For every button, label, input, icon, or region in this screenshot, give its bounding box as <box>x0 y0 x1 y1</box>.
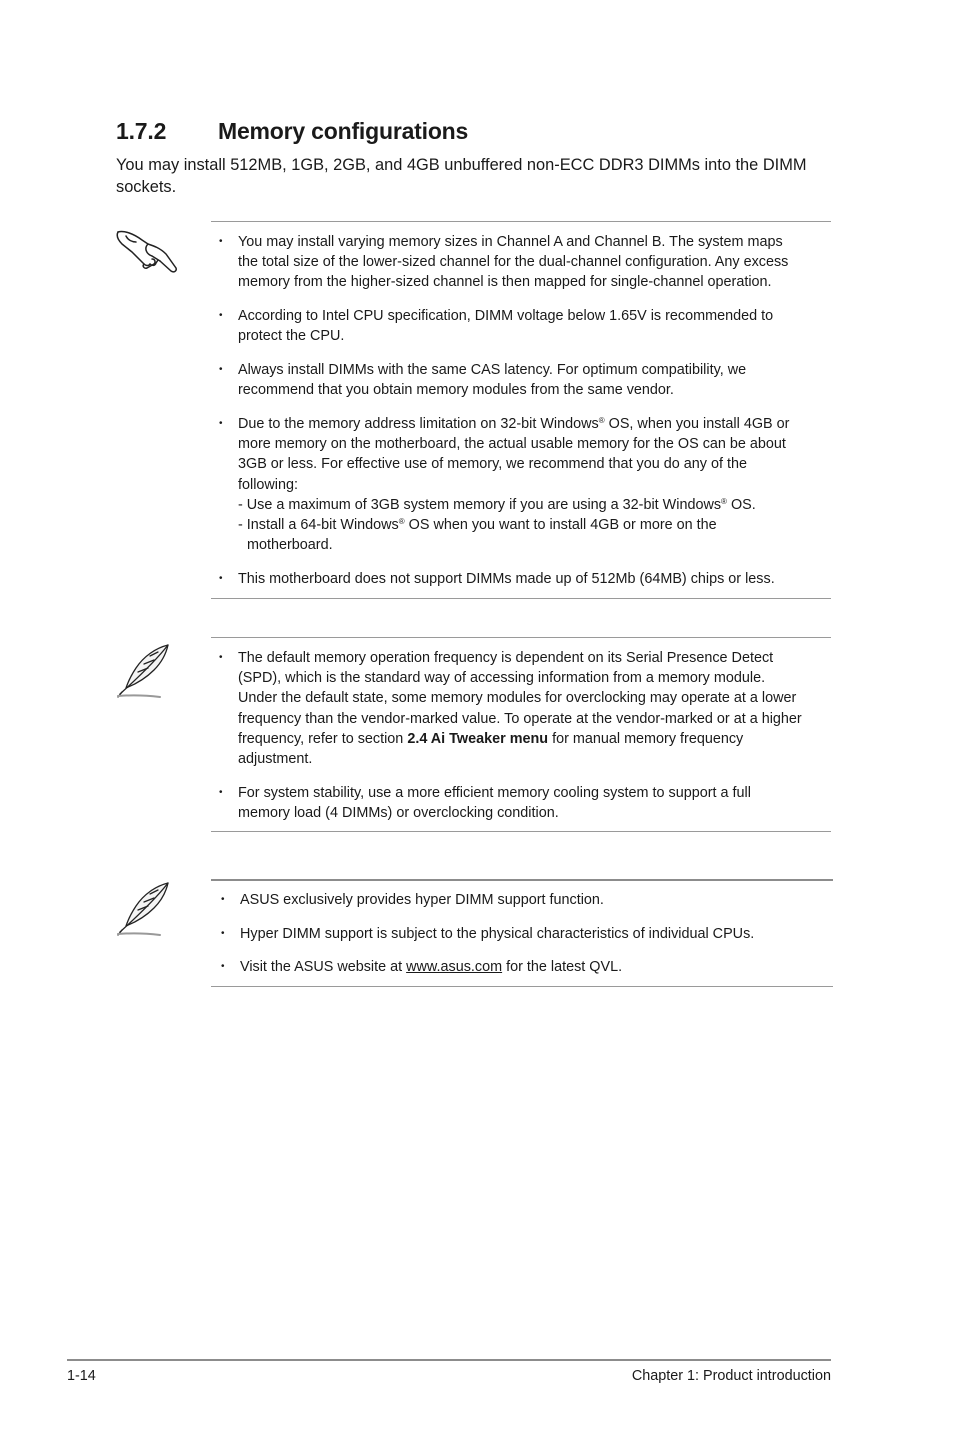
list-item: • You may install varying memory sizes in Channel A and Channel B. The system maps the total size of the lower-sized channel for the dual-channel configuration. Any excess memory from the higher-sized channel is then mapped for single-channel operation. <box>211 232 803 293</box>
menu-reference: 2.4 Ai Tweaker menu <box>407 730 549 747</box>
windows-sub-item-2-cont: motherboard. <box>247 537 333 554</box>
list-item: • Hyper DIMM support is subject to the physical characteristics of individual CPUs. <box>213 924 805 944</box>
section-title: Memory configurations <box>218 118 469 144</box>
feather-pen-icon <box>114 642 174 705</box>
list-item: • Always install DIMMs with the same CAS latency. For optimum compatibility, we recommend that you obtain memory modules from the same vendor. <box>211 360 803 400</box>
important-notes-list <box>211 232 803 589</box>
note-2-list <box>213 890 805 978</box>
windows-sub-item-2: - Install a 64-bit Windows® OS when you want to install 4GB or more on the <box>238 516 717 533</box>
section-heading <box>116 118 468 145</box>
footer-rule <box>67 1359 831 1361</box>
important-box-bottom-rule <box>211 598 831 599</box>
registered-mark: ® <box>598 415 605 425</box>
list-item: • ASUS exclusively provides hyper DIMM support function. <box>213 890 805 910</box>
windows-text-2: OS, when you install 4GB or more memory on the motherboard, the actual usable memory for the OS can be about 3GB or less. For effective use of memory, we recommend that you do any of the following: <box>238 415 790 493</box>
list-item-spd: • The default memory operation frequency is dependent on its Serial Presence Detect (SPD), which is the standard way of accessing information from a memory module. Under the default state, some memory modules for overclocking may operate at a lower frequency than the vendor-marked value. To operate at the vendor-marked or at a higher frequency, refer to section 2.4 Ai Tweaker menu for manual memory frequency adjustment. <box>211 648 803 769</box>
note-1-list <box>211 648 803 823</box>
list-item-windows-memory <box>211 414 803 555</box>
list-item-visit: • Visit the ASUS website at www.asus.com for the latest QVL. <box>213 957 805 977</box>
windows-sub-item-1: - Use a maximum of 3GB system memory if you are using a 32-bit Windows® OS. <box>238 496 756 513</box>
note-box-2-top-rule <box>211 879 833 881</box>
list-item: • This motherboard does not support DIMMs made up of 512Mb (64MB) chips or less. <box>211 569 803 589</box>
asus-website-link[interactable]: www.asus.com <box>406 959 503 976</box>
list-item: • According to Intel CPU specification, DIMM voltage below 1.65V is recommended to protect the CPU. <box>211 306 803 346</box>
intro-paragraph: You may install 512MB, 1GB, 2GB, and 4GB unbuffered non-ECC DDR3 DIMMs into the DIMM sockets. <box>116 156 807 196</box>
page-number: 1-14 <box>67 1368 96 1384</box>
section-number: 1.7.2 <box>116 118 167 144</box>
important-box-top-rule <box>211 221 831 222</box>
hand-pointing-icon <box>114 228 180 281</box>
list-item: • For system stability, use a more efficient memory cooling system to support a full memory load (4 DIMMs) or overclocking condition. <box>211 783 803 823</box>
windows-text-1: Due to the memory address limitation on 32-bit Windows <box>238 415 599 432</box>
note-box-2-bottom-rule <box>211 986 833 987</box>
note-box-1-bottom-rule <box>211 831 831 832</box>
chapter-title: Chapter 1: Product introduction <box>631 1368 831 1384</box>
feather-pen-icon <box>114 880 174 943</box>
note-box-1-top-rule <box>211 637 831 638</box>
